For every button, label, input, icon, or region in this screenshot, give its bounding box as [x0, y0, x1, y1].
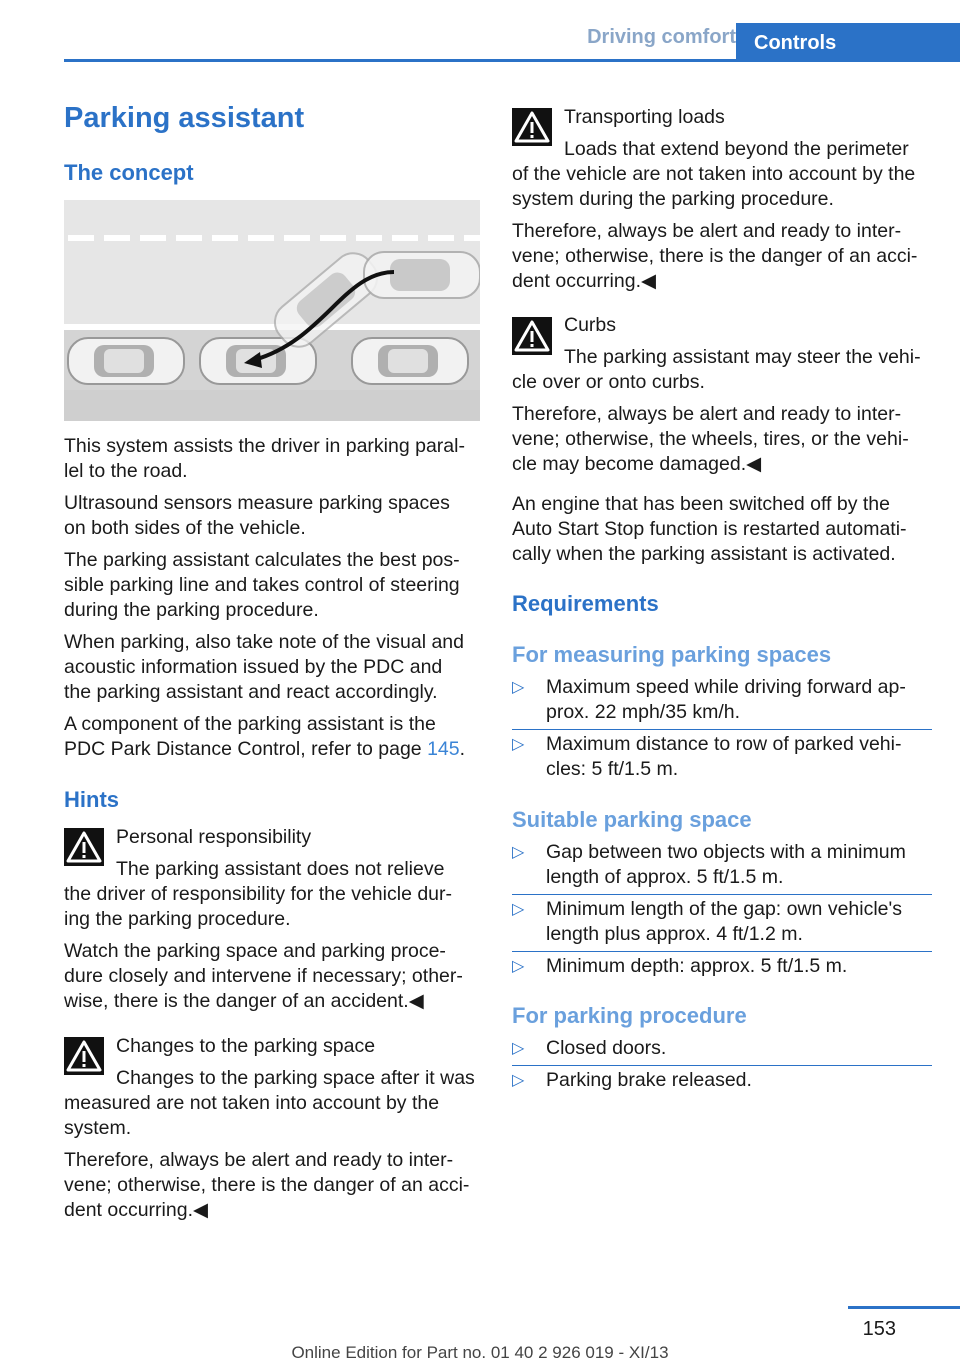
hint4-body-2: Therefore, always be alert and ready to inter- vene; otherwise, the wheels, tires, or the vehi- cle may become damaged.◀ [512, 403, 909, 475]
concept-para-5: A component of the parking assistant is the PDC Park Distance Control, refer to page 145. [64, 713, 466, 760]
chapter-tab[interactable]: Controls [736, 23, 960, 62]
hint1-title: Personal responsibility [116, 826, 312, 848]
measuring-heading: For measuring parking spaces [512, 642, 832, 667]
suitable-heading: Suitable parking space [512, 807, 752, 832]
triangle-right-icon: ▷ [512, 679, 525, 696]
hint4-title: Curbs [564, 314, 617, 336]
hint1-body-2: Watch the parking space and parking proce- dure closely and intervene if necessary; other- wise, there is the danger of an accident.◀ [64, 940, 463, 1012]
concept-heading: The concept [64, 160, 194, 185]
triangle-right-icon: ▷ [512, 958, 525, 975]
procedure-heading: For parking procedure [512, 1003, 747, 1028]
hint4-body: The parking assistant may steer the vehi- cle over or onto curbs. [512, 346, 921, 393]
hints-heading: Hints [64, 787, 119, 812]
parked-car-left [68, 338, 184, 384]
hint3-body: Loads that extend beyond the perimeter of the vehicle are not taken into account by the system during the parking procedure. [512, 138, 916, 210]
triangle-right-icon: ▷ [512, 1072, 525, 1089]
parking-illustration [64, 200, 480, 421]
list-divider [512, 1065, 932, 1066]
hint3-title: Transporting loads [564, 106, 725, 128]
page-header [0, 0, 960, 62]
hint2-body-2: Therefore, always be alert and ready to inter- vene; otherwise, there is the danger of an acci- dent occurring.◀ [64, 1149, 470, 1221]
page-number: 153 [862, 1318, 896, 1340]
hint1-body: The parking assistant does not relieve the driver of responsibility for the vehicle dur- ing the parking procedure. [64, 858, 453, 930]
triangle-right-icon: ▷ [512, 901, 525, 918]
hint3-body-2: Therefore, always be alert and ready to inter- vene; otherwise, there is the danger of an acci- dent occurring.◀ [512, 220, 918, 292]
footer-edition: Online Edition for Part no. 01 40 2 926 019 - XI/13 [291, 1343, 669, 1362]
parking-diagram-svg [64, 200, 480, 421]
triangle-right-icon: ▷ [512, 1040, 525, 1057]
page-number-rule [848, 1306, 960, 1309]
section-tab[interactable]: Driving comfort [587, 26, 736, 48]
parked-car-right [352, 338, 468, 384]
list-divider [512, 894, 932, 895]
concept-para-2: Ultrasound sensors measure parking spaces on both sides of the vehicle. [64, 492, 450, 539]
page-title: Parking assistant [64, 102, 305, 134]
list-divider [512, 951, 932, 952]
requirements-heading: Requirements [512, 591, 659, 616]
concept-para-4: When parking, also take note of the visual and acoustic information issued by the PDC and the parking assistant and react accordingly. [64, 631, 464, 703]
list-divider [512, 729, 932, 730]
hint2-body: Changes to the parking space after it was measured are not taken into account by the system. [64, 1067, 475, 1139]
engine-note: An engine that has been switched off by the Auto Start Stop function is restarted automati- cally when the parking assistant is activated. [512, 493, 907, 565]
triangle-right-icon: ▷ [512, 736, 525, 753]
header-rule [64, 59, 960, 62]
hint2-title: Changes to the parking space [116, 1035, 376, 1057]
concept-para-3: The parking assistant calculates the best pos- sible parking line and takes control of steering during the parking procedure. [64, 549, 460, 621]
triangle-right-icon: ▷ [512, 844, 525, 861]
page-ref-link[interactable]: 145 [427, 738, 460, 760]
concept-para-1: This system assists the driver in parking paral- lel to the road. [64, 435, 465, 482]
